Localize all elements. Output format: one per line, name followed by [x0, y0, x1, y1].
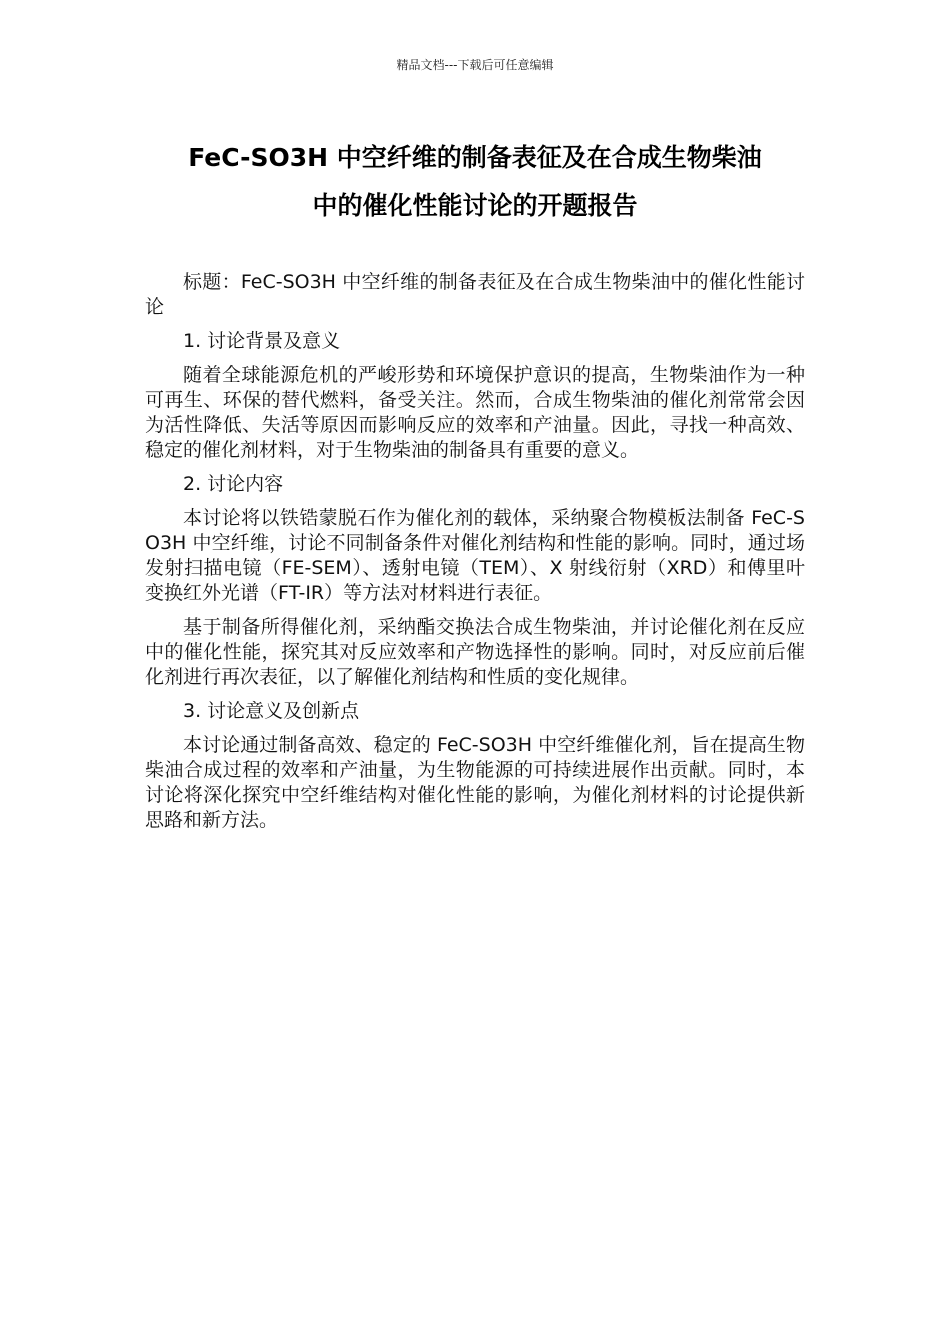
document-body — [145, 270, 805, 842]
content-paragraph-1: 本讨论将以铁锆蒙脱石作为催化剂的载体，采纳聚合物模板法制备 FeC-SO3H 中空纤维，讨论不同制备条件对催化剂结构和性能的影响。同时，通过场发射扫描电镜（FE-SEM）、透射电镜（TEM）、X 射线衍射（XRD）和傅里叶变换红外光谱（FT-IR）等方法对材料进行表征。 — [145, 507, 805, 604]
section-heading-content: 2. 讨论内容 — [183, 473, 284, 495]
title-line-2: 中的催化性能讨论的开题报告 — [312, 191, 638, 220]
subject-paragraph: 标题：FeC-SO3H 中空纤维的制备表征及在合成生物柴油中的催化性能讨论 — [145, 271, 805, 318]
header-note: 精品文档---下载后可任意编辑 — [396, 58, 554, 72]
background-paragraph: 随着全球能源危机的严峻形势和环境保护意识的提高，生物柴油作为一种可再生、环保的替代燃料，备受关注。然而，合成生物柴油的催化剂常常会因为活性降低、失活等原因而影响反应的效率和产油量。因此，寻找一种高效、稳定的催化剂材料，对于生物柴油的制备具有重要的意义。 — [145, 364, 805, 461]
section-heading-significance: 3. 讨论意义及创新点 — [183, 700, 360, 722]
section-heading-background: 1. 讨论背景及意义 — [183, 330, 341, 352]
title-line-1: FeC-SO3H 中空纤维的制备表征及在合成生物柴油 — [188, 143, 762, 172]
significance-paragraph: 本讨论通过制备高效、稳定的 FeC-SO3H 中空纤维催化剂，旨在提高生物柴油合成过程的效率和产油量，为生物能源的可持续进展作出贡献。同时，本讨论将深化探究中空纤维结构对催化性能的影响，为催化剂材料的讨论提供新思路和新方法。 — [145, 734, 805, 831]
content-paragraph-2: 基于制备所得催化剂，采纳酯交换法合成生物柴油，并讨论催化剂在反应中的催化性能，探究其对反应效率和产物选择性的影响。同时，对反应前后催化剂进行再次表征，以了解催化剂结构和性质的变化规律。 — [145, 616, 805, 688]
document-title — [145, 134, 805, 230]
